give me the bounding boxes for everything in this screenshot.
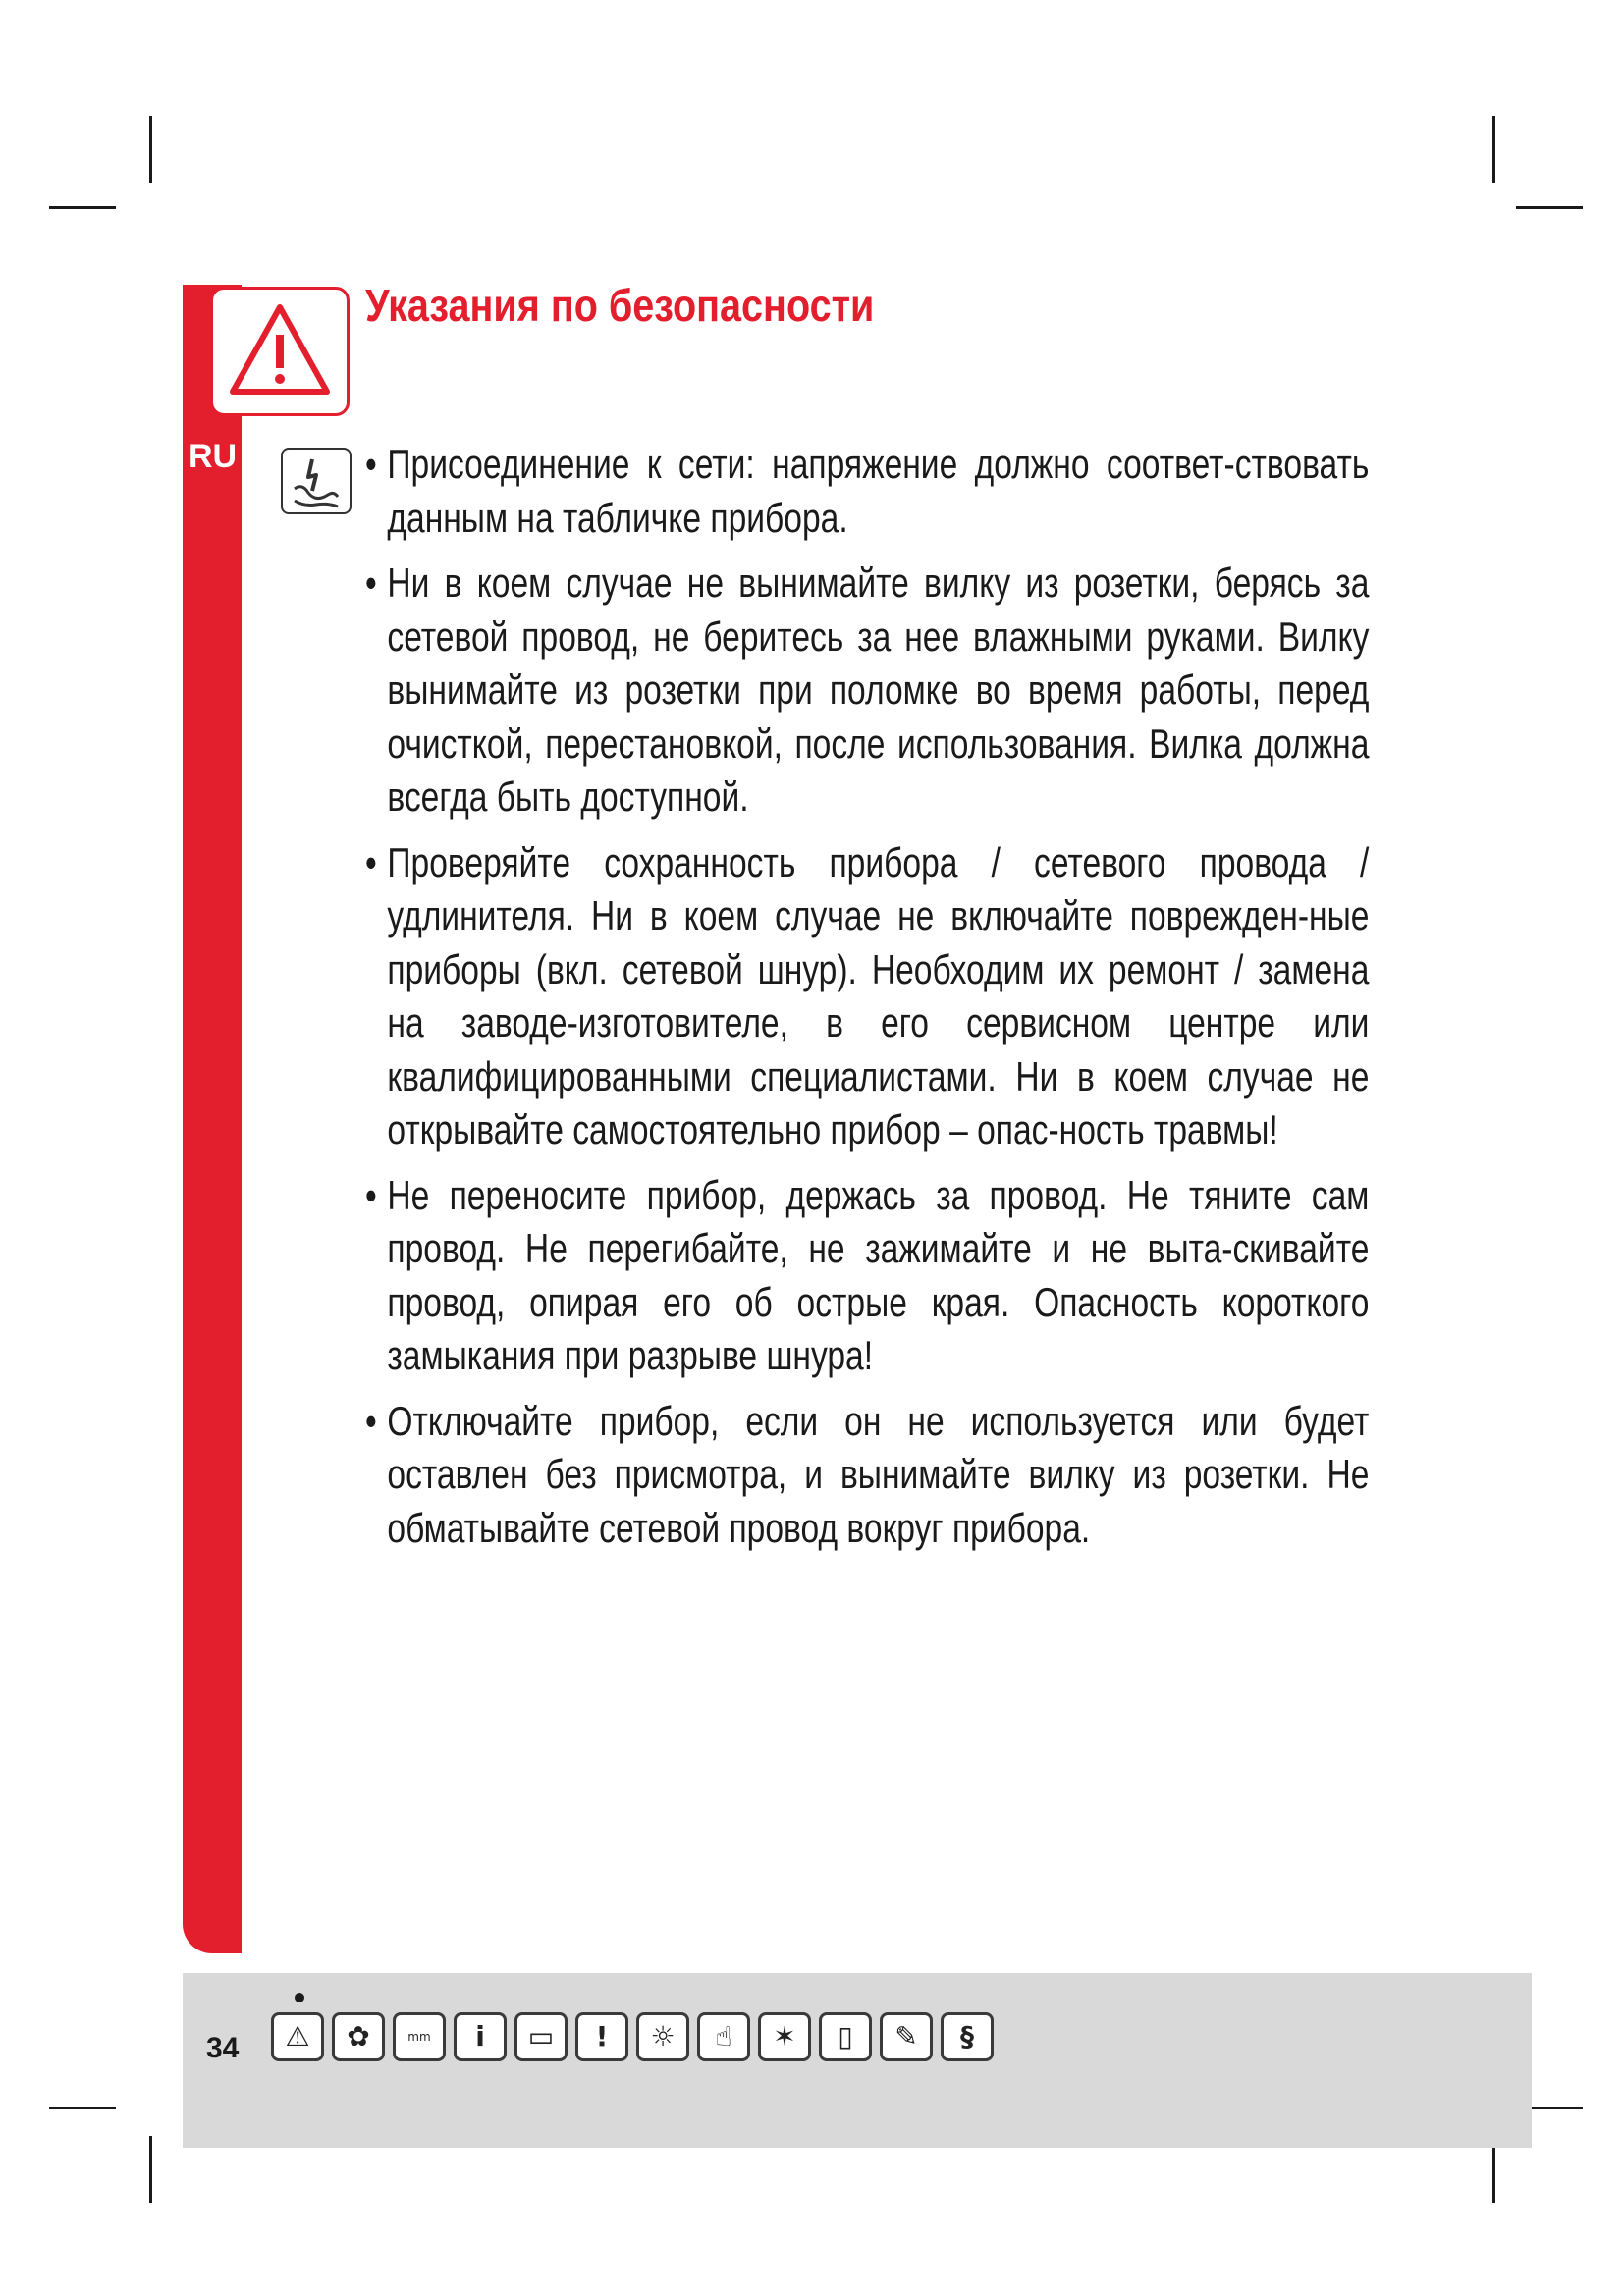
language-label: RU	[189, 438, 238, 475]
instruction-item: • Проверяйте сохранность прибора / сетевого провода / удлинителя. Ни в коем случае не включайте поврежден-ные приборы (вкл. сетевой шнур). Необходим их ремонт / замена на заводе-изготовителе, в его сервисном центре или квалифицированными специалистами. Ни в коем случае не открывайте самостоятельно прибор – опас-ность травмы!	[365, 838, 1370, 1152]
dimensions-tab-icon[interactable]: mm	[393, 2012, 446, 2061]
safety-instructions	[365, 438, 1370, 1567]
section-tabs	[271, 2012, 994, 2061]
exclamation-tab-icon[interactable]: !	[575, 2012, 628, 2061]
warning-icon-box	[210, 287, 350, 416]
burst-tab-icon[interactable]: ✶	[758, 2012, 811, 2061]
language-sidebar	[183, 285, 242, 1953]
active-tab-indicator	[295, 1993, 304, 2002]
info-tab-icon[interactable]: i	[454, 2012, 507, 2061]
hand-tab-icon[interactable]: ☝	[697, 2012, 750, 2061]
instruction-item: • Ни в коем случае не вынимайте вилку из розетки, берясь за сетевой провод, не беритесь за нее влажными руками. Вилку вынимайте из розетки при поломке во время работы, перед очисткой, перестановкой, после использования. Вилка должна всегда быть доступной.	[365, 560, 1370, 820]
page-number: 34	[206, 2032, 240, 2064]
crop-mark	[149, 116, 152, 183]
instruction-item: • Отключайте прибор, если он не используется или будет оставлен без присмотра, и вынимайте вилку из розетки. Не обматывайте сетевой провод вокруг прибора.	[365, 1397, 1370, 1551]
warning-tab-icon[interactable]: ⚠	[271, 2012, 324, 2061]
instruction-item: • Не переносите прибор, держась за провод. Не тяните сам провод. Не перегибайте, не зажимайте и не выта-скивайте провод, опирая его об острые края. Опасность короткого замыкания при разрыве шнура!	[365, 1171, 1370, 1378]
warning-triangle-icon	[221, 297, 339, 405]
crop-mark	[149, 2136, 152, 2203]
battery-tab-icon[interactable]: ▭	[514, 2012, 568, 2061]
instruction-item: • Присоединение к сети: напряжение должно соответ-ствовать данным на табличке прибора.	[365, 441, 1370, 541]
electric-connection-icon	[281, 448, 352, 514]
environment-tab-icon[interactable]: ✿	[332, 2012, 385, 2061]
crop-mark	[1516, 206, 1583, 209]
section-title: Указания по безопасности	[365, 280, 875, 331]
lightbulb-tab-icon[interactable]: ☼	[636, 2012, 689, 2061]
crop-mark	[49, 206, 116, 209]
pencil-tab-icon[interactable]: ✎	[880, 2012, 933, 2061]
crop-mark	[49, 2107, 116, 2109]
section-tab-icon[interactable]: §	[941, 2012, 994, 2061]
trash-tab-icon[interactable]: ▯	[819, 2012, 872, 2061]
crop-mark	[1492, 116, 1495, 183]
